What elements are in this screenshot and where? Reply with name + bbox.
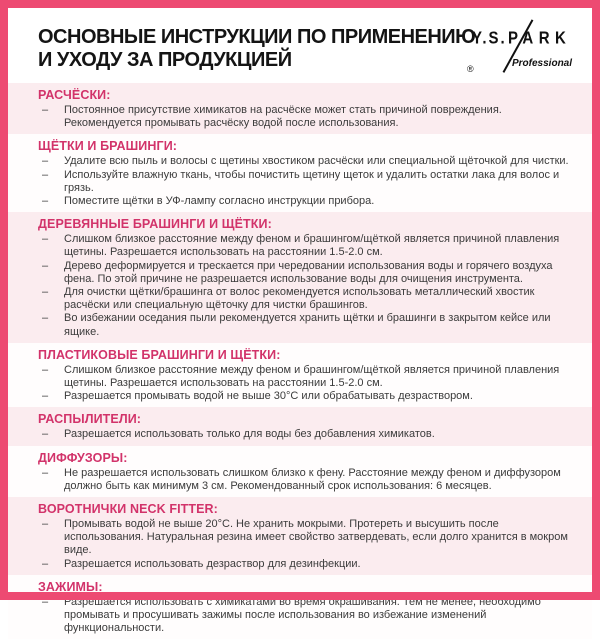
- instruction-leaflet: [8, 8, 592, 635]
- care-section: [8, 446, 592, 497]
- bullet-dash: –: [42, 286, 49, 299]
- bullet-text: Разрешается использовать дезраствор для дезинфекции.: [64, 557, 361, 570]
- bullet-text: Разрешается промывать водой не выше 30°C или обрабатывать дезраствором.: [64, 390, 473, 403]
- bullet-text: Для очистки щётки/брашинга от волос рекомендуется использовать металлический хвостик расчёски или специальную щёточку для чистки брашингов.: [64, 286, 535, 312]
- bullet-item: [42, 286, 570, 312]
- bullet-text: Поместите щётки в УФ-лампу согласно инструкции прибора.: [64, 195, 375, 208]
- section-heading: ВОРОТНИЧКИ NECK FITTER:: [38, 502, 218, 517]
- section-heading: ДИФФУЗОРЫ:: [38, 450, 128, 465]
- bullet-item: [42, 104, 570, 130]
- bullet-item: [42, 155, 570, 168]
- bullet-text: Используйте влажную ткань, чтобы почистить щетину щеток и удалить остатки лака для волос и грязь.: [64, 168, 560, 194]
- section-heading: РАСПЫЛИТЕЛИ:: [38, 412, 142, 427]
- bullet-dash: –: [42, 233, 49, 246]
- bullet-item: [42, 390, 570, 403]
- page-title-line2: И УХОДУ ЗА ПРОДУКЦИЕЙ: [38, 49, 292, 71]
- bullet-text: Слишком близкое расстояние между феном и брашингом/щёткой является причиной плавления щетины. Разрешается использовать на расстоянии 1.5-2.0 см.: [64, 363, 560, 390]
- bullet-dash: –: [42, 168, 49, 181]
- section-heading: ЩЁТКИ И БРАШИНГИ:: [38, 139, 178, 154]
- bullet-dash: –: [42, 595, 49, 608]
- bullet-item: [42, 260, 570, 286]
- care-section: [8, 497, 592, 575]
- bullet-text: Удалите всю пыль и волосы с щетины хвостиком расчёски или специальной щёточкой для чистки.: [64, 155, 569, 168]
- sections: [8, 83, 592, 639]
- bullet-dash: –: [42, 363, 49, 376]
- page-title-line1: ОСНОВНЫЕ ИНСТРУКЦИИ ПО ПРИМЕНЕНИЮ: [38, 26, 476, 48]
- care-section: [8, 212, 592, 343]
- bullet-text: Разрешается использовать с химикатами во время окрашивания. Тем не менее, необходимо промывать и просушивать зажимы после использования во избежание изменений функциональности.: [64, 595, 541, 635]
- bullet-dash: –: [42, 259, 49, 272]
- bullet-text: Разрешается использовать только для воды без добавления химикатов.: [64, 428, 435, 441]
- bullet-text: Слишком близкое расстояние между феном и брашингом/щёткой является причиной плавления щетины. Разрешается использовать на расстоянии 1.5-2.0 см.: [64, 233, 560, 259]
- bullet-text: Промывать водой не выше 20°C. Не хранить мокрыми. Протереть и высушить после использования. Натуральная резина имеет свойство затвердевать, если долго хранится в мокром виде.: [64, 518, 568, 557]
- bullet-dash: –: [42, 195, 49, 208]
- registered-mark: ®: [467, 64, 474, 74]
- brand-tagline: Professional: [512, 58, 573, 69]
- bullet-item: [42, 364, 570, 390]
- section-heading: ПЛАСТИКОВЫЕ БРАШИНГИ И ЩЁТКИ:: [38, 347, 281, 362]
- care-section: [8, 134, 592, 212]
- care-section: [8, 343, 592, 408]
- section-heading: ДЕРЕВЯННЫЕ БРАШИНГИ И ЩЁТКИ:: [38, 217, 272, 232]
- bullet-item: [42, 312, 570, 338]
- bullet-dash: –: [42, 390, 49, 403]
- bullet-dash: –: [42, 104, 49, 116]
- bullet-item: [42, 233, 570, 259]
- care-section: [8, 83, 592, 134]
- brand-logo: [450, 14, 578, 80]
- bullet-item: [42, 467, 570, 493]
- bullet-text: Постоянное присутствие химикатов на расчёске может стать причиной повреждения. Рекомендуется промывать расчёску водой после использования.: [64, 104, 502, 130]
- bullet-item: [42, 518, 570, 558]
- care-section: [8, 575, 592, 639]
- bullet-dash: –: [42, 557, 49, 570]
- bullet-item: [42, 169, 570, 195]
- leaflet-header: [8, 8, 592, 83]
- bullet-item: [42, 596, 570, 636]
- bullet-text: Дерево деформируется и трескается при чередовании использования воды и горячего воздуха фена. По этой причине не разрешается использование воды для очищения инструмента.: [64, 259, 553, 285]
- bullet-text: Не разрешается использовать слишком близко к фену. Расстояние между феном и диффузором должно быть как минимум 3 см. Рекомендованный срок использования: 6 месяцев.: [64, 466, 561, 492]
- bullet-dash: –: [42, 466, 49, 479]
- brand-name-right: PARK: [508, 28, 572, 49]
- section-heading: ЗАЖИМЫ:: [38, 579, 103, 594]
- bullet-dash: –: [42, 518, 49, 531]
- bullet-dash: –: [42, 428, 49, 441]
- bullet-item: [42, 428, 570, 441]
- bullet-dash: –: [42, 312, 49, 325]
- bullet-dash: –: [42, 155, 49, 168]
- care-section: [8, 407, 592, 445]
- bullet-item: [42, 558, 570, 571]
- brand-name-left: Y.S.: [472, 28, 507, 49]
- section-heading: РАСЧЁСКИ:: [38, 88, 111, 102]
- bullet-item: [42, 195, 570, 208]
- bullet-text: Во избежании оседания пыли рекомендуется хранить щётки и брашинги в закрытом кейсе или ящике.: [64, 312, 551, 338]
